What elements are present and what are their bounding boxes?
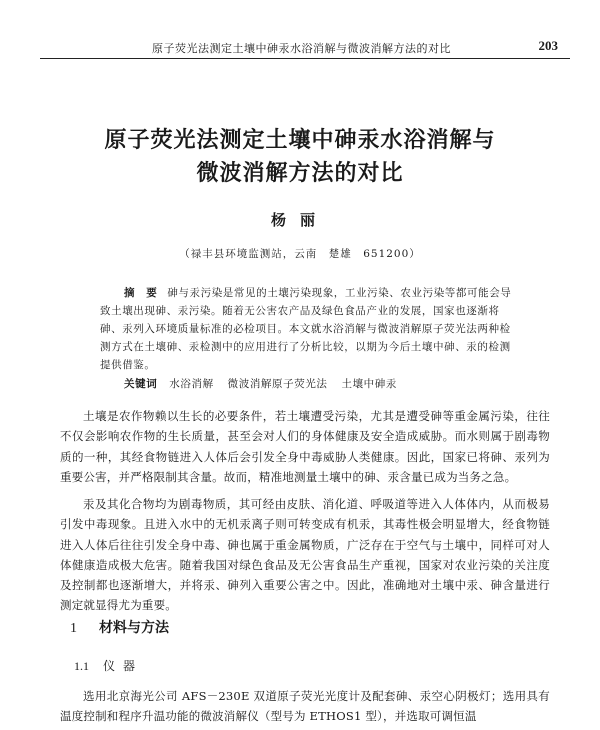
running-head-title: 原子荧光法测定土壤中砷汞水浴消解与微波消解方法的对比 <box>152 42 451 55</box>
running-head <box>40 38 570 59</box>
body-paragraph-1 <box>60 406 550 487</box>
keyword-item: 土壤中砷汞 <box>341 378 397 390</box>
abstract-text: 砷与汞污染是常见的土壤污染现象，工业污染、农业污染等都可能会导致土壤出现砷、汞污染。随着无公害农产品及绿色食品产业的发展，国家也逐渐将砷、汞列入环境质量标准的必检项目。本文就水浴消解与微波消解原子荧光法两种检测方式在土壤砷、汞检测中的应用进行了分析比较，以期为今后土壤中砷、汞的检测提供借鉴。 <box>100 287 512 371</box>
keyword-item: 水浴消解 <box>169 378 214 390</box>
subsection-title: 仪器 <box>103 659 144 673</box>
affiliation: （禄丰县环境监测站，云南 楚雄 651200） <box>179 248 421 260</box>
paragraph-text: 选用北京海光公司 AFS－230E 双道原子荧光光度计及配套砷、汞空心阴极灯；选用具有温度控制和程序升温功能的微波消解仪（型号为 ETHOS1 型），并选取可调恒温 <box>60 689 550 724</box>
section-heading-1 <box>70 617 169 637</box>
paragraph-text: 汞及其化合物均为剧毒物质，其可经由皮肤、消化道、呼吸道等进入人体体内，从而极易引发中毒现象。且进入水中的无机汞离子则可转变成有机汞，其毒性极会明显增大，经食物链进入人体后往往引发全身中毒、砷也属于重金属物质，广泛存在于空气与土壤中，同样可对人体健康造成极大危害。随着我国对绿色食品及无公害食品生产重视，国家对农业污染的关注度及控制都也逐渐增大，并将汞、砷列入重要公害之中。因此，准确地对土壤中汞、砷含量进行测定就显得尤为重要。 <box>60 497 550 613</box>
abstract <box>100 284 520 374</box>
paragraph-text: 土壤是农作物赖以生长的必要条件，若土壤遭受污染，尤其是遭受砷等重金属污染，往往不仅会影响农作物的生长质量，甚至会对人们的身体健康及安全造成威胁。而水则属于剧毒物质的一种，其经食物链进入人体后会引发全身中毒威胁人类健康。因此，国家已将砷、汞列为重要公害，并严格限制其含量。故而，精准地测量土壤中的砷、汞含量已成为当务之急。 <box>60 409 550 484</box>
keywords <box>124 376 407 391</box>
section-title: 材料与方法 <box>99 620 169 636</box>
body-paragraph-2 <box>60 494 550 616</box>
subsection-heading-1-1 <box>74 657 143 674</box>
paper-title-line-1: 原子荧光法测定土壤中砷汞水浴消解与 <box>104 127 496 153</box>
page-number: 203 <box>538 38 558 53</box>
abstract-label: 摘 要 <box>124 287 158 299</box>
body-paragraph-3 <box>60 686 550 727</box>
paper-title-line-2: 微波消解方法的对比 <box>196 160 404 186</box>
subsection-number: 1.1 <box>74 659 89 673</box>
keyword-item: 微波消解原子荧光法 <box>227 378 328 390</box>
paper-title <box>70 124 530 190</box>
keywords-label: 关键词 <box>124 378 158 390</box>
section-number: 1 <box>70 621 77 636</box>
author: 杨丽 <box>270 211 329 229</box>
